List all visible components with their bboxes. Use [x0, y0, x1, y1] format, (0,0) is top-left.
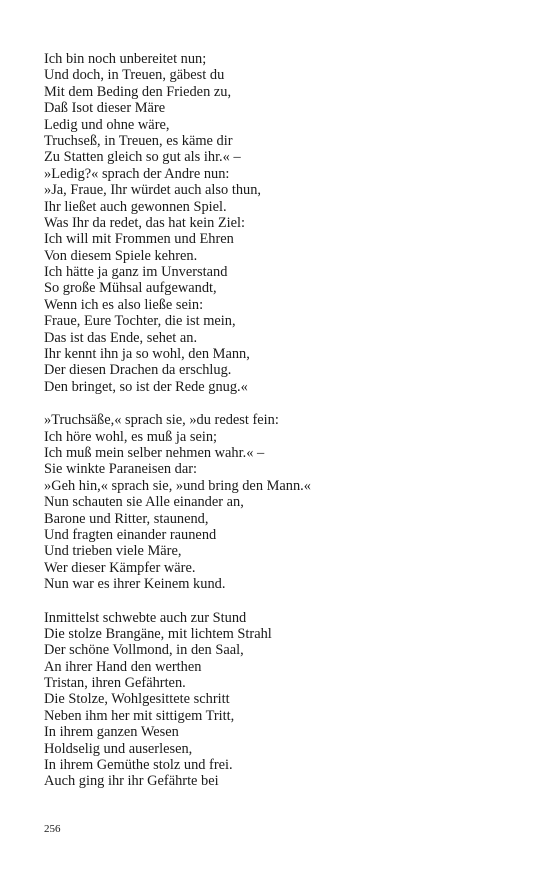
verse-line: Den bringet, so ist der Rede gnug.« [44, 378, 248, 395]
verse-line: Ich höre wohl, es muß ja sein; [44, 428, 218, 445]
verse-line: Inmittelst schwebte auch zur Stund [44, 609, 247, 626]
verse-line: Ich hätte ja ganz im Unverstand [44, 264, 228, 281]
verse-line: Ihr kennt ihn ja so wohl, den Mann, [44, 346, 250, 363]
verse-line: Mit dem Beding den Frieden zu, [44, 83, 232, 100]
verse-line: So große Mühsal aufgewandt, [44, 280, 217, 297]
stanza [44, 412, 514, 592]
verse-line: Der schöne Vollmond, in den Saal, [44, 642, 244, 659]
verse-line: Ich will mit Frommen und Ehren [44, 231, 234, 248]
poem-text [44, 51, 514, 807]
stanza [44, 610, 514, 790]
verse-line: Wer dieser Kämpfer wäre. [44, 559, 196, 576]
verse-line: An ihrer Hand den werthen [44, 658, 202, 675]
verse-line: Die Stolze, Wohlgesittete schritt [44, 691, 230, 708]
verse-line: »Geh hin,« sprach sie, »und bring den Mann.« [44, 477, 311, 494]
stanza [44, 51, 514, 395]
verse-line: Und trieben viele Märe, [44, 543, 182, 560]
verse-line: In ihrem Gemüthe stolz und frei. [44, 757, 233, 774]
verse-line: »Ledig?« sprach der Andre nun: [44, 165, 230, 182]
verse-line: Neben ihm her mit sittigem Tritt, [44, 707, 235, 724]
verse-line: »Truchsäße,« sprach sie, »du redest fein: [44, 412, 279, 429]
verse-line: Ihr ließet auch gewonnen Spiel. [44, 198, 227, 215]
verse-line: In ihrem ganzen Wesen [44, 724, 179, 741]
verse-line: »Ja, Fraue, Ihr würdet auch also thun, [44, 182, 261, 199]
verse-line: Wenn ich es also ließe sein: [44, 296, 204, 313]
verse-line: Und doch, in Treuen, gäbest du [44, 67, 225, 84]
verse-line: Die stolze Brangäne, mit lichtem Strahl [44, 625, 272, 642]
verse-line: Tristan, ihren Gefährten. [44, 675, 186, 692]
page-number: 256 [44, 823, 61, 835]
verse-line: Nun schauten sie Alle einander an, [44, 494, 244, 511]
verse-line: Was Ihr da redet, das hat kein Ziel: [44, 214, 246, 231]
verse-line: Barone und Ritter, staunend, [44, 510, 209, 527]
verse-line: Auch ging ihr ihr Gefährte bei [44, 773, 219, 790]
verse-line: Von diesem Spiele kehren. [44, 247, 198, 264]
verse-line: Der diesen Drachen da erschlug. [44, 362, 232, 379]
verse-line: Daß Isot dieser Märe [44, 100, 166, 117]
verse-line: Ledig und ohne wäre, [44, 116, 170, 133]
verse-line: Nun war es ihrer Keinem kund. [44, 576, 226, 593]
verse-line: Ich muß mein selber nehmen wahr.« – [44, 444, 265, 461]
verse-line: Und fragten einander raunend [44, 526, 217, 543]
verse-line: Sie winkte Paraneisen dar: [44, 461, 198, 478]
verse-line: Ich bin noch unbereitet nun; [44, 51, 207, 67]
verse-line: Truchseß, in Treuen, es käme dir [44, 132, 233, 149]
verse-line: Zu Statten gleich so gut als ihr.« – [44, 149, 241, 166]
verse-line: Das ist das Ende, sehet an. [44, 329, 198, 346]
verse-line: Fraue, Eure Tochter, die ist mein, [44, 313, 236, 330]
verse-line: Holdselig und auserlesen, [44, 740, 193, 757]
